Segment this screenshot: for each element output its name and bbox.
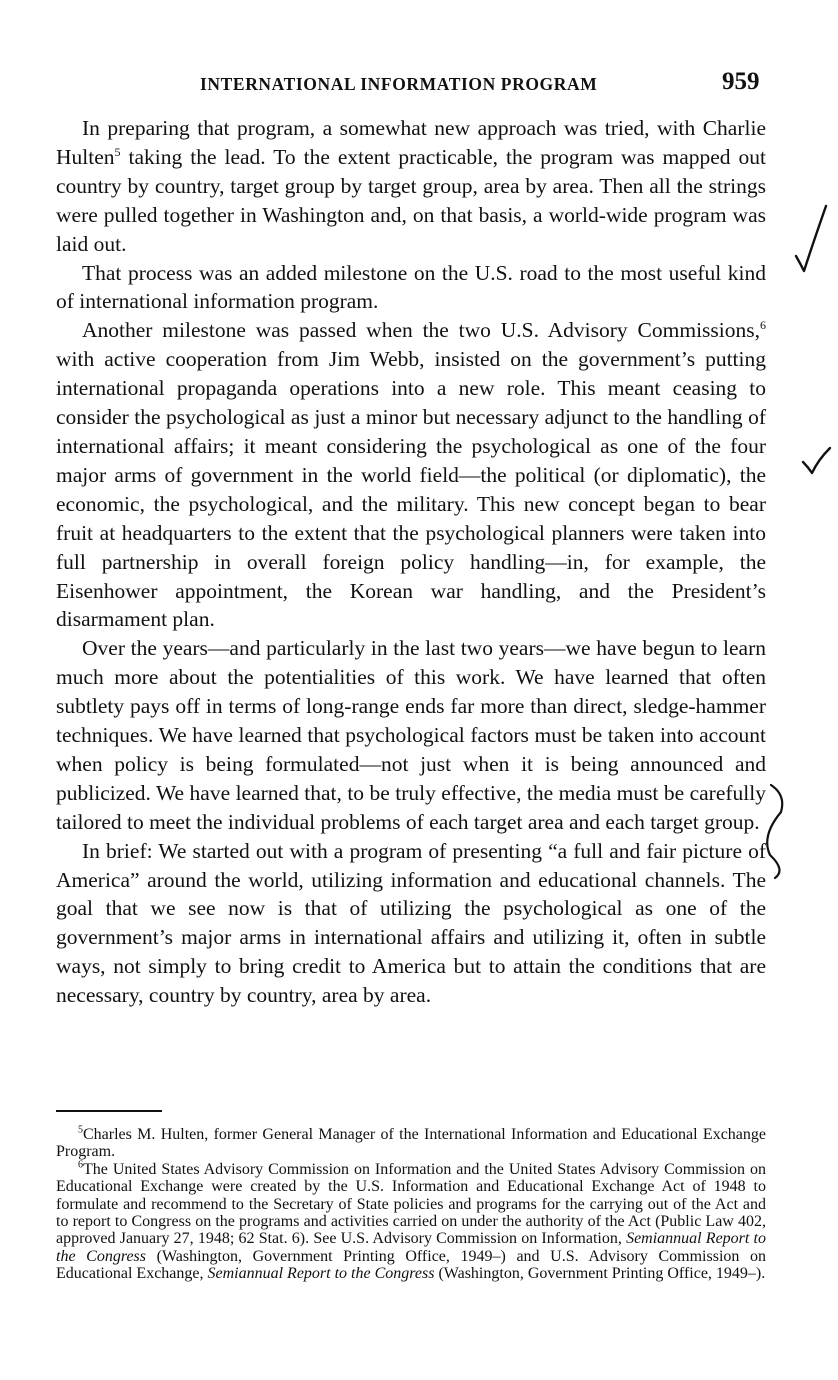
footnote-divider bbox=[56, 1110, 162, 1112]
running-title: INTERNATIONAL INFORMATION PROGRAM bbox=[200, 74, 598, 94]
paragraph: In preparing that program, a somewhat new approach was tried, with Charlie Hulten$^5$ taking the lead. To the extent practicable, the program was mapped out country by country, target group by target group, area by area. Then all the strings were pulled together in Washington and, on that basis, a world-wide program was laid out. bbox=[56, 116, 766, 256]
handwritten-check-mark bbox=[796, 206, 826, 271]
main-text bbox=[56, 114, 766, 1010]
footnote: $^6$The United States Advisory Commission on Information and the United States Advisory Commission on Educational Exchange were created by the U.S. Information and Educational Exchange Act of 1948 to formulate and recommend to the Secretary of State policies and programs for the carrying out of the Act and to report to Congress on the programs and activities carried on under the authority of the Act (Public Law 402, approved January 27, 1948; 62 Stat. 6). See U.S. Advisory Commission on Information, Semiannual Report to the Congress (Washington, Government Printing Office, 1949–) and U.S. Advisory Commission on Educational Exchange, Semiannual Report to the Congress (Washington, Government Printing Office, 1949–). bbox=[56, 1159, 767, 1283]
footnote-ref: 6 bbox=[760, 318, 766, 333]
paragraph: In brief: We started out with a program of presenting “a full and fair picture of America” around the world, utilizing information and educational channels. The goal that we see now is that of utilizing the psychological as one of the government’s major arms in international affairs and utilizing it, often in subtle ways, not simply to bring credit to America but to attain the conditions that are necessary, country by country, area by area. bbox=[56, 838, 766, 1008]
footnote-marker: 6 bbox=[78, 1159, 83, 1171]
footnotes bbox=[56, 1110, 766, 1283]
footnote-ref: 5 bbox=[114, 144, 121, 159]
footnote: $^5$Charles M. Hulten, former General Manager of the International Information and Educational Exchange Program. bbox=[56, 1124, 766, 1161]
footnote-marker: 5 bbox=[78, 1124, 83, 1136]
paragraph: Another milestone was passed when the two U.S. Advisory Commissions,$^6$ with active cooperation from Jim Webb, insisted on the government’s putting international propaganda operations into a new role. This meant ceasing to consider the psychological as just a minor but necessary adjunct to the handling of international affairs; it meant considering the psychological as one of the four major arms of government in the world field—the political (or diplomatic), the economic, the psychological, and the military. This new concept began to bear fruit at headquarters to the extent that the psychological planners were taken into full partnership in overall foreign policy handling—in, for example, the Eisenhower appointment, the Korean war handling, and the President’s disarmament plan. bbox=[56, 318, 766, 632]
paragraph: That process was an added milestone on the U.S. road to the most useful kind of international information program. bbox=[56, 260, 766, 314]
page-number: 959 bbox=[722, 68, 760, 95]
page-header bbox=[0, 66, 838, 100]
handwritten-check-mark bbox=[803, 448, 830, 473]
paragraph: Over the years—and particularly in the last two years—we have begun to learn much more about the potentialities of this work. We have learned that often subtlety pays off in terms of long-range ends far more than direct, sledge-hammer techniques. We have learned that psychological factors must be taken into account when policy is being formulated—not just when it is being announced and publicized. We have learned that, to be truly effective, the media must be carefully tailored to meet the individual problems of each target area and each target group. bbox=[56, 636, 766, 834]
handwritten-bracket-mark bbox=[767, 785, 782, 878]
